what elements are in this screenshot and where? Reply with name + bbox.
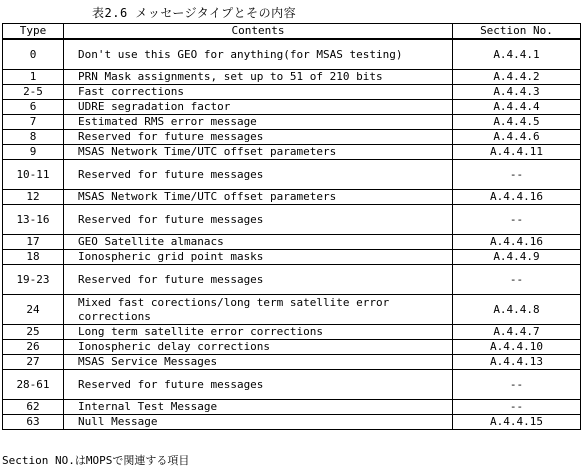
table-row xyxy=(3,39,581,70)
table-row xyxy=(3,250,581,265)
type-cell: 25 xyxy=(3,325,64,340)
section-cell: A.4.4.6 xyxy=(453,130,581,145)
type-cell: 18 xyxy=(3,250,64,265)
column-header-type: Type xyxy=(3,24,64,40)
section-cell: A.4.4.16 xyxy=(453,235,581,250)
footer-note: Section NO.はMOPSで関連する項目 xyxy=(2,454,190,467)
table-header-row xyxy=(3,24,581,40)
contents-cell: Long term satellite error corrections xyxy=(64,325,453,340)
section-cell: A.4.4.15 xyxy=(453,415,581,430)
contents-cell: Ionospheric delay corrections xyxy=(64,340,453,355)
table-row xyxy=(3,400,581,415)
type-cell: 62 xyxy=(3,400,64,415)
contents-cell: Reserved for future messages xyxy=(64,370,453,400)
contents-cell: Don't use this GEO for anything(for MSAS testing) xyxy=(64,39,453,70)
section-cell: A.4.4.2 xyxy=(453,70,581,85)
section-cell: -- xyxy=(453,160,581,190)
section-cell: -- xyxy=(453,265,581,295)
section-cell: A.4.4.9 xyxy=(453,250,581,265)
section-cell: -- xyxy=(453,400,581,415)
contents-cell: Ionospheric grid point masks xyxy=(64,250,453,265)
type-cell: 9 xyxy=(3,145,64,160)
table-row xyxy=(3,235,581,250)
type-cell: 1 xyxy=(3,70,64,85)
contents-cell: UDRE segradation factor xyxy=(64,100,453,115)
section-cell: A.4.4.4 xyxy=(453,100,581,115)
section-cell: A.4.4.13 xyxy=(453,355,581,370)
table-row xyxy=(3,115,581,130)
type-cell: 27 xyxy=(3,355,64,370)
contents-cell: Null Message xyxy=(64,415,453,430)
type-cell: 26 xyxy=(3,340,64,355)
section-cell: A.4.4.5 xyxy=(453,115,581,130)
table-row xyxy=(3,160,581,190)
table-row xyxy=(3,70,581,85)
contents-cell: Reserved for future messages xyxy=(64,265,453,295)
section-cell: A.4.4.7 xyxy=(453,325,581,340)
table-row xyxy=(3,85,581,100)
table-row xyxy=(3,340,581,355)
type-cell: 7 xyxy=(3,115,64,130)
contents-cell: MSAS Network Time/UTC offset parameters xyxy=(64,145,453,160)
table-row xyxy=(3,130,581,145)
message-type-table xyxy=(2,23,581,430)
section-cell: A.4.4.16 xyxy=(453,190,581,205)
contents-cell: Reserved for future messages xyxy=(64,160,453,190)
section-cell: A.4.4.1 xyxy=(453,39,581,70)
type-cell: 0 xyxy=(3,39,64,70)
contents-cell: GEO Satellite almanacs xyxy=(64,235,453,250)
type-cell: 13-16 xyxy=(3,205,64,235)
table-caption: 表2.6 メッセージタイプとその内容 xyxy=(92,6,297,20)
table-row xyxy=(3,100,581,115)
type-cell: 28-61 xyxy=(3,370,64,400)
section-cell: A.4.4.10 xyxy=(453,340,581,355)
contents-cell: MSAS Service Messages xyxy=(64,355,453,370)
contents-cell: MSAS Network Time/UTC offset parameters xyxy=(64,190,453,205)
column-header-contents: Contents xyxy=(64,24,453,40)
type-cell: 10-11 xyxy=(3,160,64,190)
type-cell: 63 xyxy=(3,415,64,430)
contents-cell: PRN Mask assignments, set up to 51 of 210 bits xyxy=(64,70,453,85)
section-cell: -- xyxy=(453,370,581,400)
contents-cell: Reserved for future messages xyxy=(64,205,453,235)
table-row xyxy=(3,265,581,295)
contents-cell: Mixed fast corections/long term satellite error corrections xyxy=(64,295,453,325)
table-row xyxy=(3,205,581,235)
type-cell: 2-5 xyxy=(3,85,64,100)
table-row xyxy=(3,370,581,400)
table-row xyxy=(3,415,581,430)
section-cell: A.4.4.8 xyxy=(453,295,581,325)
table-row xyxy=(3,355,581,370)
type-cell: 17 xyxy=(3,235,64,250)
table-body xyxy=(3,39,581,430)
type-cell: 24 xyxy=(3,295,64,325)
section-cell: A.4.4.11 xyxy=(453,145,581,160)
table-row xyxy=(3,190,581,205)
section-cell: -- xyxy=(453,205,581,235)
contents-cell: Fast corrections xyxy=(64,85,453,100)
section-cell: A.4.4.3 xyxy=(453,85,581,100)
table-row xyxy=(3,325,581,340)
contents-cell: Estimated RMS error message xyxy=(64,115,453,130)
contents-cell: Internal Test Message xyxy=(64,400,453,415)
table-row xyxy=(3,145,581,160)
column-header-section: Section No. xyxy=(453,24,581,40)
type-cell: 12 xyxy=(3,190,64,205)
contents-cell: Reserved for future messages xyxy=(64,130,453,145)
table-row xyxy=(3,295,581,325)
type-cell: 8 xyxy=(3,130,64,145)
type-cell: 19-23 xyxy=(3,265,64,295)
type-cell: 6 xyxy=(3,100,64,115)
